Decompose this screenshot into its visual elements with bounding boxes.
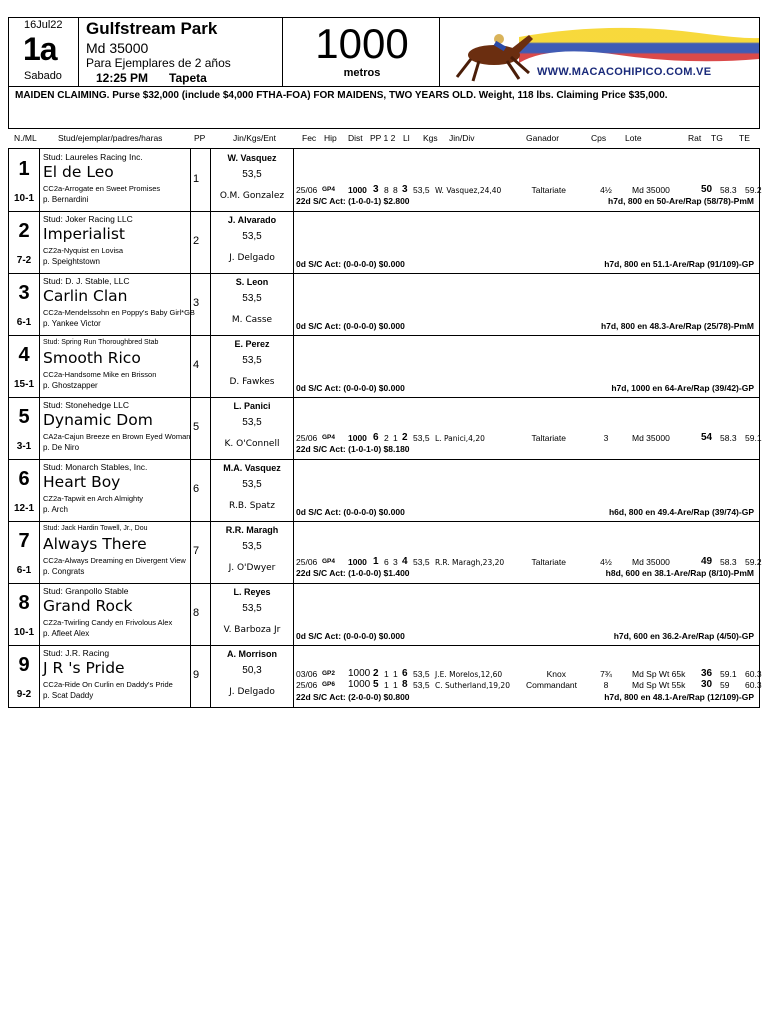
- distance-unit: metros: [343, 67, 381, 79]
- pp-finish: 8: [402, 679, 408, 690]
- jockey-name: S. Leon: [235, 277, 269, 287]
- pp-te: 59.1: [745, 433, 762, 443]
- post-position: 9: [193, 669, 200, 681]
- pp-te: 60.3: [745, 669, 762, 679]
- weight: 53,5: [242, 293, 262, 304]
- pp-race: GP4: [322, 434, 336, 441]
- pp-tg: 58.3: [720, 557, 737, 567]
- pp-class: Md 35000: [632, 433, 670, 443]
- pp-rating: 49: [701, 556, 713, 567]
- pp-distance: 1000: [348, 185, 367, 195]
- pp-jockey-odds: R.R. Maragh,23,20: [435, 558, 505, 567]
- race-number: 1a: [23, 31, 57, 67]
- program-number: 6: [18, 468, 30, 490]
- program-number: 1: [18, 158, 30, 180]
- horse-name[interactable]: J R 's Pride: [43, 659, 125, 677]
- pp-tg: 58.3: [720, 185, 737, 195]
- stud-name: Stud: Spring Run Thoroughbred Stab: [43, 339, 159, 346]
- entry-row[interactable]: [9, 583, 759, 646]
- stud-name: Stud: J.R. Racing: [43, 648, 110, 658]
- entry-row[interactable]: [9, 149, 762, 212]
- stud-name: Stud: Jack Hardin Towell, Jr., Dou: [43, 525, 148, 532]
- col-tg: TG: [711, 133, 723, 143]
- col-pp: PP: [194, 133, 206, 143]
- sire: p. Afleet Alex: [43, 629, 90, 638]
- post-position: 3: [193, 297, 200, 309]
- stud-name: Stud: Monarch Stables, Inc.: [43, 462, 148, 472]
- pedigree: CZ2a-Twirling Candy en Frivolous Alex: [43, 618, 173, 627]
- pp-distance: 1000: [348, 433, 367, 443]
- pp-rating: 54: [701, 432, 713, 443]
- pp-te: 60.3: [745, 680, 762, 690]
- race-eligibility: Para Ejemplares de 2 años: [86, 56, 231, 70]
- pedigree: CC2a-Mendelssohn en Poppy's Baby Girl*GB: [43, 308, 195, 317]
- pp-date: 25/06: [296, 433, 318, 443]
- jockey-name: R.R. Maragh: [225, 525, 279, 535]
- program-number: 9: [18, 654, 30, 676]
- pp-class: Md 35000: [632, 557, 670, 567]
- col-ll: Ll: [403, 133, 410, 143]
- pp-winner: Taltariate: [531, 185, 566, 195]
- stats-line: 0d S/C Act: (0-0-0-0) $0.000: [296, 383, 405, 393]
- stats-line: 22d S/C Act: (1-0-0-0) $1.400: [296, 568, 410, 578]
- trainer-name: J. Delgado: [229, 253, 275, 263]
- pp-finish: 6: [402, 668, 408, 679]
- pp-weight: 53,5: [413, 433, 430, 443]
- pp-post: 1: [373, 556, 379, 567]
- stud-name: Stud: Granpollo Stable: [43, 586, 129, 596]
- stud-name: Stud: D. J. Stable, LLC: [43, 276, 130, 286]
- pp-race: GP6: [322, 681, 336, 688]
- pedigree: CC2a-Arrogate en Sweet Promises: [43, 184, 161, 193]
- sire: p. Scat Daddy: [43, 691, 94, 700]
- workout-line: h6d, 800 en 49.4-Are/Rap (39/74)-GP: [608, 507, 754, 517]
- horse-name[interactable]: Smooth Rico: [43, 349, 141, 367]
- pedigree: CC2a-Handsome Mike en Brisson: [43, 370, 157, 379]
- entry-row[interactable]: [9, 273, 759, 336]
- jockey-name: W. Vasquez: [227, 153, 277, 163]
- program-number: 3: [18, 282, 30, 304]
- jockey-name: L. Reyes: [233, 587, 271, 597]
- workout-line: h7d, 1000 en 64-Are/Rap (39/42)-GP: [611, 383, 754, 393]
- weight: 53,5: [242, 417, 262, 428]
- workout-line: h7d, 800 en 50-Are/Rap (58/78)-PmM: [608, 196, 754, 206]
- trainer-name: K. O'Connell: [224, 439, 280, 449]
- pedigree: CA2a-Cajun Breeze en Brown Eyed Woman: [43, 432, 191, 441]
- logo-text: WWW.MACACOHIPICO.COM.VE: [537, 66, 712, 78]
- sire: p. Yankee Victor: [43, 319, 101, 328]
- col-winner: Ganador: [526, 133, 560, 143]
- morning-line: 12-1: [13, 503, 34, 514]
- pp-lengths: 7¾: [600, 669, 612, 679]
- pp-post: 6: [373, 432, 379, 443]
- sire: p. Congrats: [43, 567, 85, 576]
- jockey-name: M.A. Vasquez: [223, 463, 281, 473]
- post-position: 1: [193, 173, 200, 185]
- pp-te: 59.2: [745, 557, 762, 567]
- pp-class: Md Sp Wt 55k: [632, 680, 686, 690]
- pp-winner: Taltariate: [531, 433, 566, 443]
- pp-post: 2: [373, 668, 379, 679]
- race-conditions: MAIDEN CLAIMING. Purse $32,000 (include $4,000 FTHA-FOA) FOR MAIDENS, TWO YEARS OLD. Weight, 118 lbs. Claiming Price $35,000.: [8, 87, 760, 129]
- race-header: [8, 17, 760, 87]
- morning-line: 3-1: [16, 441, 32, 452]
- col-dist: Dist: [348, 133, 363, 143]
- pp-lengths: 4½: [600, 185, 612, 195]
- morning-line: 7-2: [16, 255, 32, 266]
- col-jockey: Jin/Kgs/Ent: [233, 133, 276, 143]
- pp-tg: 59.1: [720, 669, 737, 679]
- pp-date: 25/06: [296, 557, 318, 567]
- weight: 53,5: [242, 231, 262, 242]
- pp-date: 25/06: [296, 680, 318, 690]
- sire: p. De Niro: [43, 443, 80, 452]
- pp-distance: 1000: [348, 557, 367, 567]
- col-hip: Hip: [324, 133, 337, 143]
- entry-row[interactable]: [9, 211, 759, 274]
- pp-rating: 30: [701, 679, 713, 690]
- sire: p. Bernardini: [43, 195, 89, 204]
- sire: p. Speightstown: [43, 257, 100, 266]
- weight: 53,5: [242, 541, 262, 552]
- post-time: 12:25 PM: [96, 71, 149, 85]
- trainer-name: J. Delgado: [229, 687, 275, 697]
- stud-name: Stud: Laureles Racing Inc.: [43, 152, 143, 162]
- jockey-name: E. Perez: [234, 339, 270, 349]
- pp-weight: 53,5: [413, 680, 430, 690]
- post-position: 5: [193, 421, 200, 433]
- pp-call1: 2: [384, 433, 389, 443]
- pp-tg: 59: [720, 680, 730, 690]
- pp-post: 5: [373, 679, 379, 690]
- pp-call1: 8: [384, 185, 389, 195]
- stats-line: 0d S/C Act: (0-0-0-0) $0.000: [296, 631, 405, 641]
- post-position: 4: [193, 359, 200, 371]
- col-pp12: PP 1 2: [370, 133, 396, 143]
- jockey-name: J. Alvarado: [227, 215, 277, 225]
- pp-call1: 1: [384, 680, 389, 690]
- pp-post: 3: [373, 184, 379, 195]
- program-number: 4: [18, 344, 30, 366]
- trainer-name: J. O'Dwyer: [228, 563, 276, 573]
- col-fec: Fec: [302, 133, 317, 143]
- race-date: 16Jul22: [24, 19, 63, 31]
- col-cps: Cps: [591, 133, 607, 143]
- col-rat: Rat: [688, 133, 702, 143]
- pp-finish: 3: [402, 184, 408, 195]
- pedigree: CC2a-Ride On Curlin en Daddy's Pride: [43, 680, 173, 689]
- trainer-name: O.M. Gonzalez: [219, 191, 285, 201]
- horse-name[interactable]: Heart Boy: [43, 473, 121, 491]
- pedigree: CC2a-Always Dreaming en Divergent View: [43, 556, 186, 565]
- jockey-name: L. Panici: [233, 401, 271, 411]
- morning-line: 6-1: [16, 565, 32, 576]
- morning-line: 15-1: [13, 379, 34, 390]
- post-position: 2: [193, 235, 200, 247]
- pp-finish: 2: [402, 432, 408, 443]
- post-position: 7: [193, 545, 200, 557]
- pp-jockey-odds: J.E. Morelos,12,60: [435, 670, 503, 679]
- pp-call1: 1: [384, 669, 389, 679]
- pp-lengths: 3: [603, 433, 609, 443]
- race-condition: Md 35000: [86, 40, 149, 56]
- pp-date: 03/06: [296, 669, 318, 679]
- workout-line: h7d, 600 en 36.2-Are/Rap (4/50)-GP: [613, 631, 754, 641]
- col-stud: Stud/ejemplar/padres/haras: [58, 133, 163, 143]
- post-position: 6: [193, 483, 200, 495]
- trainer-name: V. Barboza Jr: [223, 625, 281, 635]
- weight: 53,5: [242, 479, 262, 490]
- stats-line: 0d S/C Act: (0-0-0-0) $0.000: [296, 321, 405, 331]
- col-lote: Lote: [625, 133, 642, 143]
- site-logo[interactable]: [449, 19, 759, 85]
- horse-name[interactable]: Always There: [43, 535, 147, 553]
- pp-tg: 58.3: [720, 433, 737, 443]
- pp-winner: Commandant: [526, 680, 578, 690]
- pp-lengths: 8: [603, 680, 609, 690]
- entry-row[interactable]: [9, 459, 759, 522]
- pp-race: GP4: [322, 186, 336, 193]
- pp-race: GP2: [322, 670, 336, 677]
- pp-call2: 1: [393, 669, 398, 679]
- pp-call2: 1: [393, 433, 398, 443]
- stats-line: 22d S/C Act: (1-0-1-0) $8.180: [296, 444, 410, 454]
- morning-line: 9-2: [16, 689, 32, 700]
- pp-finish: 4: [402, 556, 408, 567]
- stud-name: Stud: Stonehedge LLC: [43, 400, 130, 410]
- entry-row[interactable]: [9, 645, 762, 707]
- workout-line: h7d, 800 en 51.1-Are/Rap (91/109)-GP: [604, 259, 754, 269]
- pp-weight: 53,5: [413, 557, 430, 567]
- pp-distance: 1000: [348, 679, 371, 690]
- pp-class: Md Sp Wt 65k: [632, 669, 686, 679]
- pp-rating: 36: [701, 668, 713, 679]
- col-te: TE: [739, 133, 750, 143]
- pp-jockey-odds: L. Panici,4,20: [435, 434, 485, 443]
- stats-line: 0d S/C Act: (0-0-0-0) $0.000: [296, 259, 405, 269]
- weight: 53,5: [242, 355, 262, 366]
- pp-winner: Taltariate: [531, 557, 566, 567]
- program-number: 8: [18, 592, 30, 614]
- pp-jockey-odds: W. Vasquez,24,40: [435, 186, 502, 195]
- post-position: 8: [193, 607, 200, 619]
- trainer-name: M. Casse: [231, 315, 273, 325]
- sire: p. Arch: [43, 505, 68, 514]
- pp-class: Md 35000: [632, 185, 670, 195]
- pp-lengths: 4½: [600, 557, 612, 567]
- col-nml: N./ML: [14, 133, 37, 143]
- pp-weight: 53,5: [413, 669, 430, 679]
- weight: 53,5: [242, 603, 262, 614]
- trainer-name: R.B. Spatz: [229, 501, 275, 511]
- pp-call2: 1: [393, 680, 398, 690]
- col-kgs: Kgs: [423, 133, 438, 143]
- pp-weight: 53,5: [413, 185, 430, 195]
- morning-line: 10-1: [13, 627, 34, 638]
- weight: 53,5: [242, 169, 262, 180]
- entry-row[interactable]: [9, 521, 762, 584]
- track-name: Gulfstream Park: [86, 19, 218, 38]
- pp-call2: 8: [393, 185, 398, 195]
- entries-table: [8, 148, 760, 708]
- horse-name[interactable]: Dynamic Dom: [43, 411, 153, 429]
- pp-rating: 50: [701, 184, 713, 195]
- program-number: 2: [18, 220, 30, 242]
- horse-name[interactable]: El de Leo: [43, 163, 114, 181]
- program-number: 5: [18, 406, 30, 428]
- workout-line: h7d, 800 en 48.3-Are/Rap (25/78)-PmM: [600, 321, 754, 331]
- pp-race: GP4: [322, 558, 336, 565]
- pp-distance: 1000: [348, 668, 371, 679]
- morning-line: 6-1: [16, 317, 32, 328]
- stats-line: 22d S/C Act: (2-0-0-0) $0.800: [296, 692, 410, 702]
- pp-date: 25/06: [296, 185, 318, 195]
- col-jindiv: Jin/Div: [449, 133, 475, 143]
- pp-call2: 3: [393, 557, 398, 567]
- stats-line: 0d S/C Act: (0-0-0-0) $0.000: [296, 507, 405, 517]
- surface: Tapeta: [169, 71, 207, 85]
- pedigree: CZ2a-Nyquist en Lovisa: [43, 246, 124, 255]
- pp-call1: 6: [384, 557, 389, 567]
- horse-name[interactable]: Grand Rock: [43, 597, 133, 615]
- race-distance: 1000: [315, 20, 409, 67]
- weight: 50,3: [242, 665, 262, 676]
- pp-jockey-odds: C. Sutherland,19,20: [435, 681, 510, 690]
- horse-name[interactable]: Carlin Clan: [43, 287, 128, 305]
- program-number: 7: [18, 530, 30, 552]
- pedigree: CZ2a-Tapwit en Arch Almighty: [43, 494, 144, 503]
- entry-row[interactable]: [9, 397, 762, 460]
- morning-line: 10-1: [13, 193, 34, 204]
- workout-line: h7d, 800 en 48.1-Are/Rap (12/109)-GP: [604, 692, 754, 702]
- race-day: Sabado: [24, 70, 62, 82]
- horse-name[interactable]: Imperialist: [43, 225, 125, 243]
- sire: p. Ghostzapper: [43, 381, 98, 390]
- pp-winner: Knox: [546, 669, 566, 679]
- pp-te: 59.2: [745, 185, 762, 195]
- stud-name: Stud: Joker Racing LLC: [43, 214, 133, 224]
- stats-line: 22d S/C Act: (1-0-0-1) $2.800: [296, 196, 410, 206]
- entry-row[interactable]: [9, 335, 759, 398]
- jockey-name: A. Morrison: [226, 649, 277, 659]
- workout-line: h8d, 600 en 38.1-Are/Rap (8/10)-PmM: [605, 568, 754, 578]
- trainer-name: D. Fawkes: [229, 377, 275, 387]
